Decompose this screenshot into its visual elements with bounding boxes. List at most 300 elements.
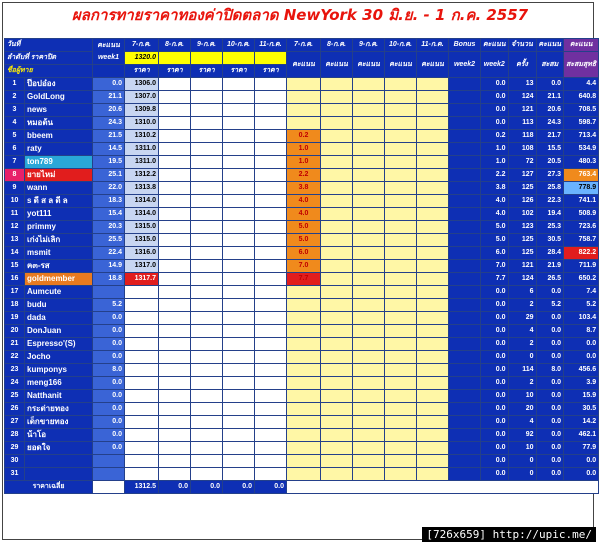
net-score: 7.4	[564, 286, 599, 299]
guess-price-day-3	[191, 364, 223, 377]
table-row	[5, 169, 599, 182]
table-row	[5, 195, 599, 208]
accum-score: 15.5	[536, 143, 564, 156]
score-day-4	[385, 416, 417, 429]
average-day-1: 1312.5	[125, 481, 159, 494]
play-count: 125	[508, 182, 536, 195]
score-day-3	[353, 234, 385, 247]
score-day-2	[321, 377, 353, 390]
score-day-4	[385, 234, 417, 247]
guess-price-day-1: 1307.0	[125, 91, 159, 104]
score-day-3	[353, 364, 385, 377]
guess-price-day-5	[255, 195, 287, 208]
play-count: 0	[508, 468, 536, 481]
bonus-header: Bonus	[449, 39, 481, 52]
guess-price-day-4	[223, 247, 255, 260]
table-row	[5, 299, 599, 312]
guess-price-day-3	[191, 273, 223, 286]
week2-score: 6.0	[481, 247, 509, 260]
guess-price-day-4	[223, 208, 255, 221]
score-day-4	[385, 299, 417, 312]
player-name: หมอต้น	[25, 117, 93, 130]
accum-score: 27.3	[536, 169, 564, 182]
score-day-1	[287, 377, 321, 390]
score-day-5	[417, 169, 449, 182]
score-label-4: คะแนน	[385, 52, 417, 78]
rank-cell: 29	[5, 442, 25, 455]
score-day-5	[417, 182, 449, 195]
guess-price-day-3	[191, 91, 223, 104]
accum-score: 25.3	[536, 221, 564, 234]
score-day-2	[321, 455, 353, 468]
score-day-5	[417, 247, 449, 260]
score-day-3	[353, 455, 385, 468]
corner-close-label: ลำดับที่ ราคาปิด	[5, 52, 93, 65]
score-day-2	[321, 182, 353, 195]
bonus-week2	[449, 325, 481, 338]
guess-price-day-1	[125, 325, 159, 338]
bonus-week2	[449, 273, 481, 286]
week1-score	[93, 468, 125, 481]
guess-price-day-2	[159, 390, 191, 403]
player-name	[25, 455, 93, 468]
guess-price-day-2	[159, 117, 191, 130]
score-day-1	[287, 416, 321, 429]
table-row	[5, 117, 599, 130]
table-row	[5, 260, 599, 273]
score-day-5	[417, 468, 449, 481]
score-day-2	[321, 416, 353, 429]
score-day-1	[287, 312, 321, 325]
week1-score: 0.0	[93, 351, 125, 364]
score-day-1	[287, 429, 321, 442]
player-name: meng166	[25, 377, 93, 390]
player-name: Espresso'(S)	[25, 338, 93, 351]
score-day-3	[353, 403, 385, 416]
week1-score	[93, 286, 125, 299]
player-name: Jocho	[25, 351, 93, 364]
table-row	[5, 312, 599, 325]
score-day-2	[321, 273, 353, 286]
player-name: wann	[25, 182, 93, 195]
net-header: คะแนน	[564, 39, 599, 52]
rank-cell: 14	[5, 247, 25, 260]
week2-score: 0.0	[481, 442, 509, 455]
score-date-col-5: 11-ก.ค.	[417, 39, 449, 52]
player-name: DonJuan	[25, 325, 93, 338]
table-row	[5, 468, 599, 481]
score-day-4	[385, 312, 417, 325]
week2-score: 0.0	[481, 455, 509, 468]
guess-price-day-1: 1310.0	[125, 117, 159, 130]
close-price-5	[255, 52, 287, 65]
score-date-col-4: 10-ก.ค.	[385, 39, 417, 52]
score-day-4	[385, 143, 417, 156]
score-day-3	[353, 325, 385, 338]
bonus-week-label: week2	[449, 52, 481, 78]
score-day-4	[385, 247, 417, 260]
accum-label: สะสม	[536, 52, 564, 78]
rank-cell: 18	[5, 299, 25, 312]
table-row	[5, 104, 599, 117]
player-name: ป๊อปอ๋อง	[25, 78, 93, 91]
table-row	[5, 247, 599, 260]
guess-price-day-1	[125, 286, 159, 299]
close-price-2	[159, 52, 191, 65]
net-score: 0.0	[564, 468, 599, 481]
close-price-1: 1320.0	[125, 52, 159, 65]
average-day-2: 0.0	[159, 481, 191, 494]
guess-price-day-2	[159, 91, 191, 104]
bonus-week2	[449, 286, 481, 299]
guess-price-day-3	[191, 325, 223, 338]
guess-price-day-5	[255, 104, 287, 117]
guess-price-day-2	[159, 364, 191, 377]
rank-cell: 31	[5, 468, 25, 481]
rank-cell: 24	[5, 377, 25, 390]
score-day-1	[287, 325, 321, 338]
score-day-3	[353, 221, 385, 234]
guess-price-day-3	[191, 286, 223, 299]
score-day-5	[417, 442, 449, 455]
guess-price-day-3	[191, 468, 223, 481]
score-day-3	[353, 442, 385, 455]
score-day-2	[321, 442, 353, 455]
player-name: น้าโอ	[25, 429, 93, 442]
price-label-5: ราคา	[255, 65, 287, 78]
week2-score: 7.7	[481, 273, 509, 286]
guess-price-day-1: 1312.2	[125, 169, 159, 182]
score-day-2	[321, 78, 353, 91]
score-day-3	[353, 91, 385, 104]
bonus-week2	[449, 156, 481, 169]
player-name: yot111	[25, 208, 93, 221]
week2-score: 1.0	[481, 143, 509, 156]
week2-score: 0.0	[481, 117, 509, 130]
week1-score: 21.5	[93, 130, 125, 143]
bonus-week2	[449, 468, 481, 481]
accum-score: 24.3	[536, 117, 564, 130]
week2-header: คะแนน	[481, 39, 509, 52]
score-date-col-2: 8-ก.ค.	[321, 39, 353, 52]
guess-price-day-2	[159, 260, 191, 273]
guess-price-day-5	[255, 338, 287, 351]
bonus-week2	[449, 312, 481, 325]
guess-price-day-1	[125, 377, 159, 390]
accum-score: 21.1	[536, 91, 564, 104]
player-name: ยอดใจ	[25, 442, 93, 455]
score-day-1	[287, 403, 321, 416]
net-score: 723.6	[564, 221, 599, 234]
accum-score: 26.5	[536, 273, 564, 286]
date-col-1: 7-ก.ค.	[125, 39, 159, 52]
guess-price-day-4	[223, 442, 255, 455]
rank-cell: 20	[5, 325, 25, 338]
score-day-4	[385, 351, 417, 364]
rank-cell: 8	[5, 169, 25, 182]
play-count: 10	[508, 442, 536, 455]
bonus-week2	[449, 130, 481, 143]
score-day-2	[321, 169, 353, 182]
guess-price-day-2	[159, 169, 191, 182]
net-score: 15.9	[564, 390, 599, 403]
table-row	[5, 221, 599, 234]
guess-price-day-3	[191, 117, 223, 130]
score-day-2	[321, 234, 353, 247]
score-day-1	[287, 286, 321, 299]
net-score: 758.7	[564, 234, 599, 247]
score-day-2	[321, 286, 353, 299]
week1-score: 8.0	[93, 364, 125, 377]
guess-price-day-5	[255, 364, 287, 377]
play-count: 127	[508, 169, 536, 182]
accum-score: 5.2	[536, 299, 564, 312]
score-day-5	[417, 260, 449, 273]
net-score: 456.6	[564, 364, 599, 377]
bonus-week2	[449, 78, 481, 91]
week2-score: 4.0	[481, 195, 509, 208]
average-day-3: 0.0	[191, 481, 223, 494]
guess-price-day-5	[255, 390, 287, 403]
bonus-week2	[449, 221, 481, 234]
score-day-4	[385, 468, 417, 481]
guess-price-day-4	[223, 390, 255, 403]
play-count: 13	[508, 78, 536, 91]
guess-price-day-4	[223, 117, 255, 130]
player-name: Natthanit	[25, 390, 93, 403]
table-row	[5, 325, 599, 338]
week1-score: 24.3	[93, 117, 125, 130]
rank-cell: 13	[5, 234, 25, 247]
score-day-4	[385, 390, 417, 403]
score-day-5	[417, 156, 449, 169]
player-name: raty	[25, 143, 93, 156]
score-day-4	[385, 91, 417, 104]
guess-price-day-3	[191, 208, 223, 221]
accum-score: 0.0	[536, 338, 564, 351]
guess-price-day-3	[191, 299, 223, 312]
accum-score: 25.8	[536, 182, 564, 195]
guess-price-day-1: 1306.0	[125, 78, 159, 91]
guess-price-day-5	[255, 416, 287, 429]
guess-price-day-5	[255, 403, 287, 416]
play-count: 121	[508, 260, 536, 273]
net-score: 763.4	[564, 169, 599, 182]
net-score: 480.3	[564, 156, 599, 169]
guess-price-day-5	[255, 221, 287, 234]
page-title: ผลการทายราคาทองค่าปิดตลาด NewYork 30 มิ.ย. - 1 ก.ค. 2557	[71, 6, 529, 24]
guess-price-day-2	[159, 442, 191, 455]
score-day-3	[353, 195, 385, 208]
score-day-4	[385, 364, 417, 377]
score-day-5	[417, 312, 449, 325]
score-day-1	[287, 299, 321, 312]
score-label-5: คะแนน	[417, 52, 449, 78]
play-count: 118	[508, 130, 536, 143]
week2-score: 0.0	[481, 78, 509, 91]
bonus-week2	[449, 117, 481, 130]
rank-cell: 28	[5, 429, 25, 442]
guess-price-day-3	[191, 221, 223, 234]
score-day-5	[417, 416, 449, 429]
player-name: s ดี ส ล ดี ล	[25, 195, 93, 208]
score-day-4	[385, 104, 417, 117]
accum-score: 0.0	[536, 442, 564, 455]
play-count: 125	[508, 234, 536, 247]
week1-score: 20.3	[93, 221, 125, 234]
score-day-5	[417, 429, 449, 442]
week1-score	[93, 455, 125, 468]
guess-price-day-3	[191, 390, 223, 403]
guess-price-day-4	[223, 455, 255, 468]
player-name: msmit	[25, 247, 93, 260]
guess-price-day-1: 1314.0	[125, 208, 159, 221]
week1-score: 14.9	[93, 260, 125, 273]
net-score: 640.8	[564, 91, 599, 104]
score-day-5	[417, 221, 449, 234]
score-day-1	[287, 78, 321, 91]
guess-price-day-2	[159, 338, 191, 351]
score-day-4	[385, 403, 417, 416]
rank-cell: 7	[5, 156, 25, 169]
guess-price-day-3	[191, 104, 223, 117]
rank-cell: 16	[5, 273, 25, 286]
week2-score: 0.0	[481, 468, 509, 481]
guess-price-day-1: 1316.0	[125, 247, 159, 260]
guess-price-day-3	[191, 169, 223, 182]
score-day-5	[417, 351, 449, 364]
score-day-1	[287, 351, 321, 364]
net-label: สะสมสุทธิ	[564, 52, 599, 78]
player-name	[25, 468, 93, 481]
guess-price-day-2	[159, 377, 191, 390]
bonus-week2	[449, 338, 481, 351]
guess-price-day-2	[159, 429, 191, 442]
bonus-week2	[449, 429, 481, 442]
guess-price-day-3	[191, 442, 223, 455]
score-day-3	[353, 78, 385, 91]
guess-price-day-4	[223, 351, 255, 364]
week2-score: 7.0	[481, 260, 509, 273]
footer-blank	[287, 481, 599, 494]
score-day-2	[321, 104, 353, 117]
accum-score: 0.0	[536, 325, 564, 338]
week1-score: 0.0	[93, 416, 125, 429]
score-day-1	[287, 455, 321, 468]
guess-price-day-3	[191, 260, 223, 273]
week2-score: 2.2	[481, 169, 509, 182]
score-day-1: 7.0	[287, 260, 321, 273]
score-day-3	[353, 377, 385, 390]
guess-price-day-3	[191, 247, 223, 260]
week2-score: 0.0	[481, 403, 509, 416]
accum-score: 8.0	[536, 364, 564, 377]
guess-price-day-2	[159, 78, 191, 91]
rank-cell: 19	[5, 312, 25, 325]
net-score: 30.5	[564, 403, 599, 416]
week2-score: 0.0	[481, 104, 509, 117]
score-day-4	[385, 286, 417, 299]
week2-score: 0.0	[481, 286, 509, 299]
rank-cell: 12	[5, 221, 25, 234]
score-day-3	[353, 117, 385, 130]
guess-price-day-5	[255, 208, 287, 221]
accum-score: 0.0	[536, 455, 564, 468]
guess-price-day-2	[159, 208, 191, 221]
score-day-4	[385, 182, 417, 195]
guess-price-day-4	[223, 364, 255, 377]
guess-price-day-1: 1309.8	[125, 104, 159, 117]
accum-score: 0.0	[536, 312, 564, 325]
play-count: 114	[508, 364, 536, 377]
guess-price-day-2	[159, 247, 191, 260]
guess-price-day-4	[223, 286, 255, 299]
week2-score: 0.0	[481, 429, 509, 442]
price-label-3: ราคา	[191, 65, 223, 78]
net-score: 77.9	[564, 442, 599, 455]
week2-score: 1.0	[481, 156, 509, 169]
guess-price-day-5	[255, 351, 287, 364]
close-price-4	[223, 52, 255, 65]
week1-score: 0.0	[93, 325, 125, 338]
week1-score: 5.2	[93, 299, 125, 312]
score-day-4	[385, 221, 417, 234]
guess-price-day-4	[223, 468, 255, 481]
guess-price-day-3	[191, 455, 223, 468]
guess-price-day-3	[191, 312, 223, 325]
score-day-2	[321, 351, 353, 364]
rank-cell: 6	[5, 143, 25, 156]
rank-cell: 27	[5, 416, 25, 429]
table-row	[5, 429, 599, 442]
week2-score: 0.0	[481, 364, 509, 377]
guess-price-day-2	[159, 403, 191, 416]
accum-score: 30.5	[536, 234, 564, 247]
guess-price-day-1: 1310.2	[125, 130, 159, 143]
score-day-5	[417, 143, 449, 156]
score-day-1: 5.0	[287, 234, 321, 247]
results-table	[4, 38, 599, 494]
rank-cell: 30	[5, 455, 25, 468]
bonus-week2	[449, 351, 481, 364]
image-credit: [726x659] http://upic.me/	[422, 527, 596, 542]
footer-spacer	[93, 481, 125, 494]
score-day-1	[287, 338, 321, 351]
rank-cell: 9	[5, 182, 25, 195]
score-day-3	[353, 156, 385, 169]
net-score: 0.0	[564, 455, 599, 468]
week2-score: 0.2	[481, 130, 509, 143]
guess-price-day-2	[159, 273, 191, 286]
player-name: budu	[25, 299, 93, 312]
score-day-3	[353, 416, 385, 429]
score-label-2: คะแนน	[321, 52, 353, 78]
guess-price-day-5	[255, 156, 287, 169]
guess-price-day-1: 1313.8	[125, 182, 159, 195]
guess-price-day-4	[223, 182, 255, 195]
score-day-5	[417, 299, 449, 312]
bonus-week2	[449, 442, 481, 455]
table-row	[5, 390, 599, 403]
guess-price-day-3	[191, 130, 223, 143]
guess-price-day-4	[223, 169, 255, 182]
score-day-2	[321, 260, 353, 273]
average-day-4: 0.0	[223, 481, 255, 494]
score-day-3	[353, 390, 385, 403]
guess-price-day-2	[159, 325, 191, 338]
rank-cell: 4	[5, 117, 25, 130]
bonus-week2	[449, 260, 481, 273]
